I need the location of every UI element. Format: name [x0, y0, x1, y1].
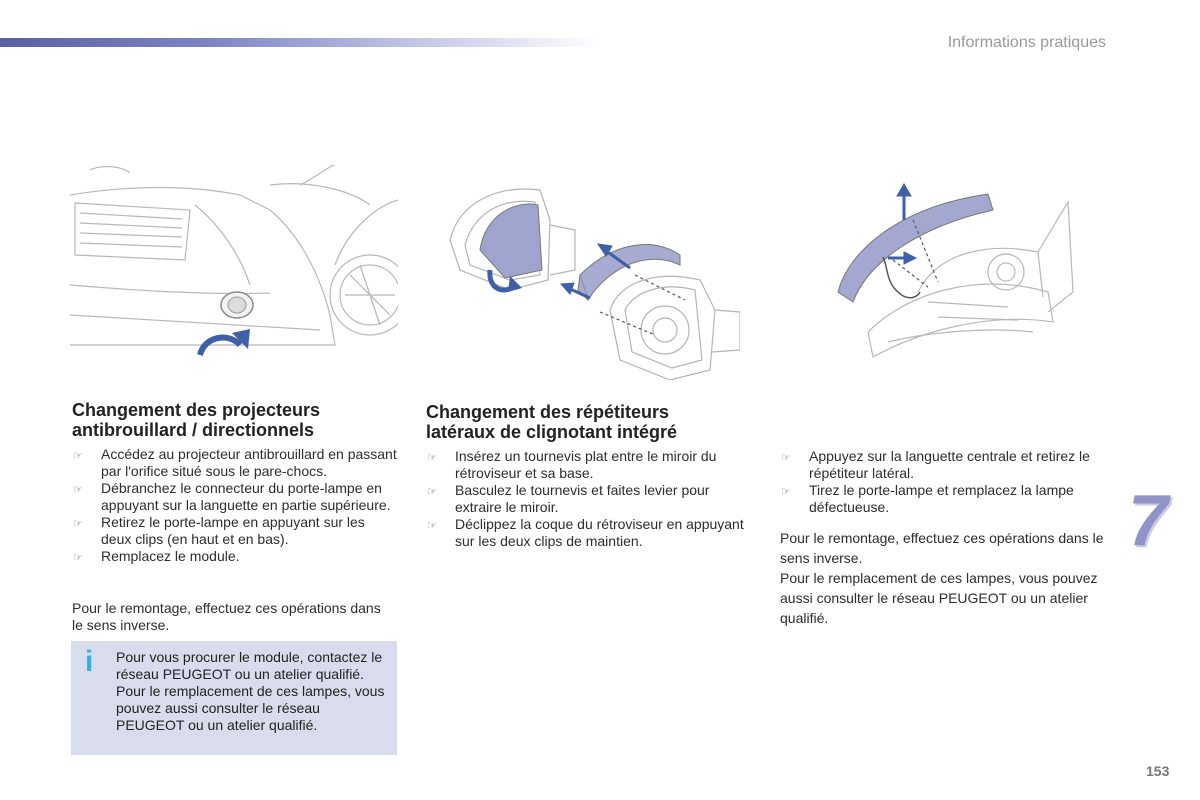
fog-lamp-heading — [72, 400, 320, 440]
mirror-disassembly-illustration — [440, 180, 740, 380]
hand-pointer-icon: ☞ — [427, 451, 437, 464]
hand-pointer-icon: ☞ — [781, 485, 791, 498]
section-title: Informations pratiques — [947, 34, 1106, 51]
heading-line: Changement des projecteurs — [72, 400, 321, 420]
info-icon: i — [85, 645, 94, 678]
header-gradient-bar — [0, 38, 600, 47]
repeater-heading — [426, 402, 677, 442]
list-item: ☞ Accédez au projecteur antibrouillard en passant par l'orifice situé sous le pare-chocs. — [73, 446, 397, 479]
list-item: ☞ Basculez le tournevis et faites levier pour extraire le miroir. — [427, 482, 710, 515]
heading-line: latéraux de clignotant intégré — [426, 422, 678, 442]
hand-pointer-icon: ☞ — [427, 485, 437, 498]
info-line: Pour vous procurer le module, contactez le réseau PEUGEOT ou un atelier qualifié. — [116, 649, 383, 682]
dealer-note: Pour le remplacement de ces lampes, vous pouvez aussi consulter le réseau PEUGEOT ou un atelier qualifié. — [780, 570, 1098, 626]
fog-lamp-steps — [72, 446, 397, 565]
repeater-steps — [426, 448, 751, 550]
list-item: ☞ Débranchez le connecteur du porte-lampe en appuyant sur la languette en partie supérieure. — [73, 480, 391, 513]
list-item: ☞ Remplacez le module. — [73, 548, 240, 564]
hand-pointer-icon: ☞ — [781, 451, 791, 464]
page-number: 153 — [1146, 763, 1170, 779]
chapter-number: 7 — [1128, 481, 1169, 561]
heading-line: Changement des répétiteurs — [426, 402, 670, 422]
heading-line: antibrouillard / directionnels — [72, 420, 315, 440]
hand-pointer-icon: ☞ — [73, 483, 83, 496]
reassembly-note: Pour le remontage, effectuez ces opérations dans le sens inverse. — [780, 530, 1104, 566]
list-item: ☞ Appuyez sur la languette centrale et retirez le répétiteur latéral. — [781, 448, 1090, 481]
hand-pointer-icon: ☞ — [427, 519, 437, 532]
info-text — [116, 649, 386, 734]
hand-pointer-icon: ☞ — [73, 449, 83, 462]
repeater-steps-continued — [780, 448, 1110, 516]
list-item: ☞ Déclippez la coque du rétroviseur en appuyant sur les deux clips de maintien. — [427, 516, 744, 549]
info-box — [71, 641, 397, 755]
fog-lamp-illustration — [70, 165, 398, 380]
hand-pointer-icon: ☞ — [73, 551, 83, 564]
info-line: Pour le remplacement de ces lampes, vous pouvez aussi consulter le réseau PEUGEOT ou un atelier qualifié. — [116, 683, 385, 733]
reassembly-note: Pour le remontage, effectuez ces opérations dans le sens inverse. — [72, 600, 381, 633]
list-item: ☞ Retirez le porte-lampe en appuyant sur les deux clips (en haut et en bas). — [73, 514, 365, 547]
hand-pointer-icon: ☞ — [73, 517, 83, 530]
list-item: ☞ Insérez un tournevis plat entre le miroir du rétroviseur et sa base. — [427, 448, 717, 481]
list-item: ☞ Tirez le porte-lampe et remplacez la lampe défectueuse. — [781, 482, 1074, 515]
side-repeater-illustration — [828, 182, 1078, 372]
